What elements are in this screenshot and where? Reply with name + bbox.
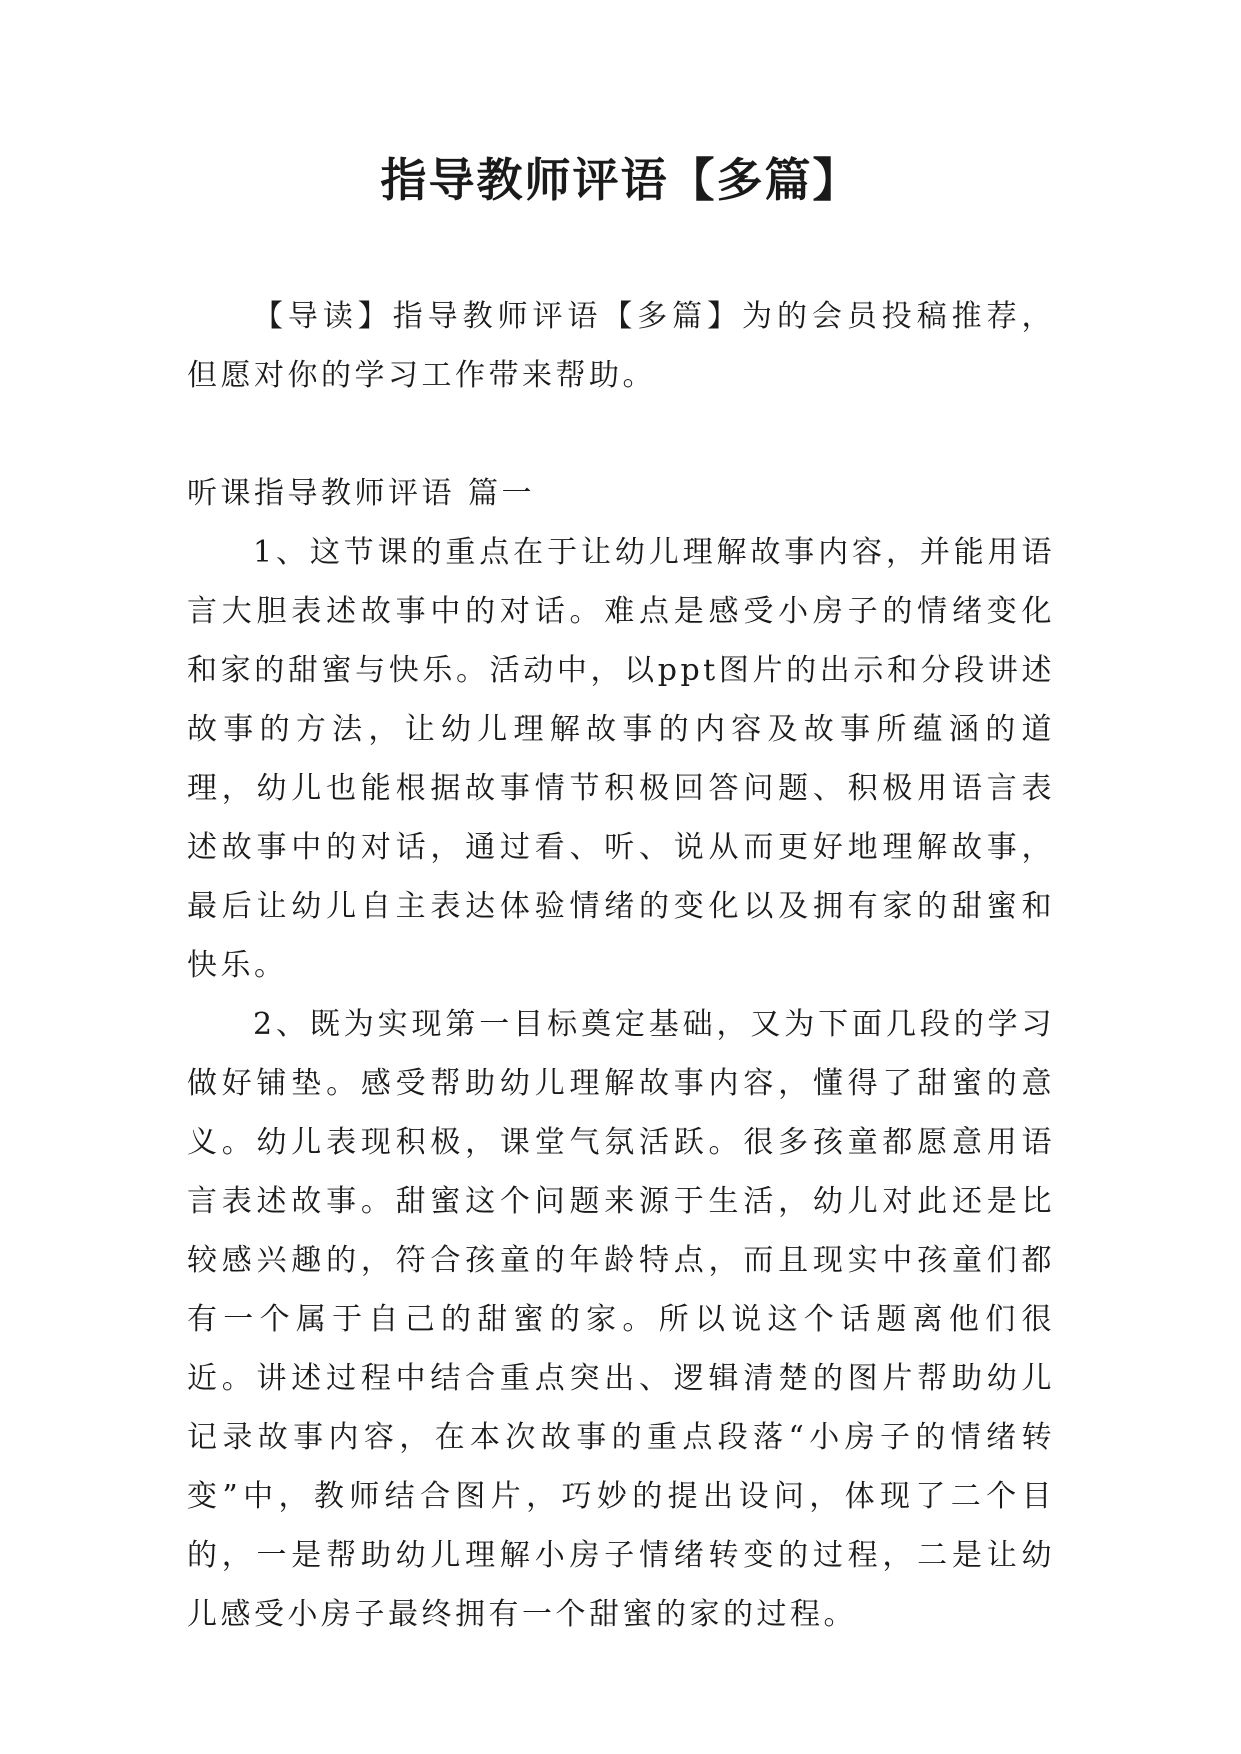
section-heading: 听课指导教师评语 篇一 [187,476,536,511]
intro-paragraph: 【导读】指导教师评语【多篇】为的会员投稿推荐，但愿对你的学习工作带来帮助。 [187,299,1055,393]
document-title: 指导教师评语【多篇】 [380,153,861,207]
body-paragraph-2: 2、既为实现第一目标奠定基础，又为下面几段的学习做好铺垫。感受帮助幼儿理解故事内容，懂得了甜蜜的意义。幼儿表现积极，课堂气氛活跃。很多孩童都愿意用语言表述故事。甜蜜这个问题来源于生活，幼儿对此还是比较感兴趣的，符合孩童的年龄特点，而且现实中孩童们都有一个属于自己的甜蜜的家。所以说这个话题离他们很近。讲述过程中结合重点突出、逻辑清楚的图片帮助幼儿记录故事内容，在本次故事的重点段落“小房子的情绪转变”中，教师结合图片，巧妙的提出设问，体现了二个目的，一是帮助幼儿理解小房子情绪转变的过程，二是让幼儿感受小房子最终拥有一个甜蜜的家的过程。 [187,1007,1055,1632]
body-paragraph-1: 1、这节课的重点在于让幼儿理解故事内容，并能用语言大胆表述故事中的对话。难点是感受小房子的情绪变化和家的甜蜜与快乐。活动中，以ppt图片的出示和分段讲述故事的方法，让幼儿理解故事的内容及故事所蕴涵的道理，幼儿也能根据故事情节积极回答问题、积极用语言表述故事中的对话，通过看、听、说从而更好地理解故事，最后让幼儿自主表达体验情绪的变化以及拥有家的甜蜜和快乐。 [187,535,1055,983]
document-body [187,287,1055,1644]
